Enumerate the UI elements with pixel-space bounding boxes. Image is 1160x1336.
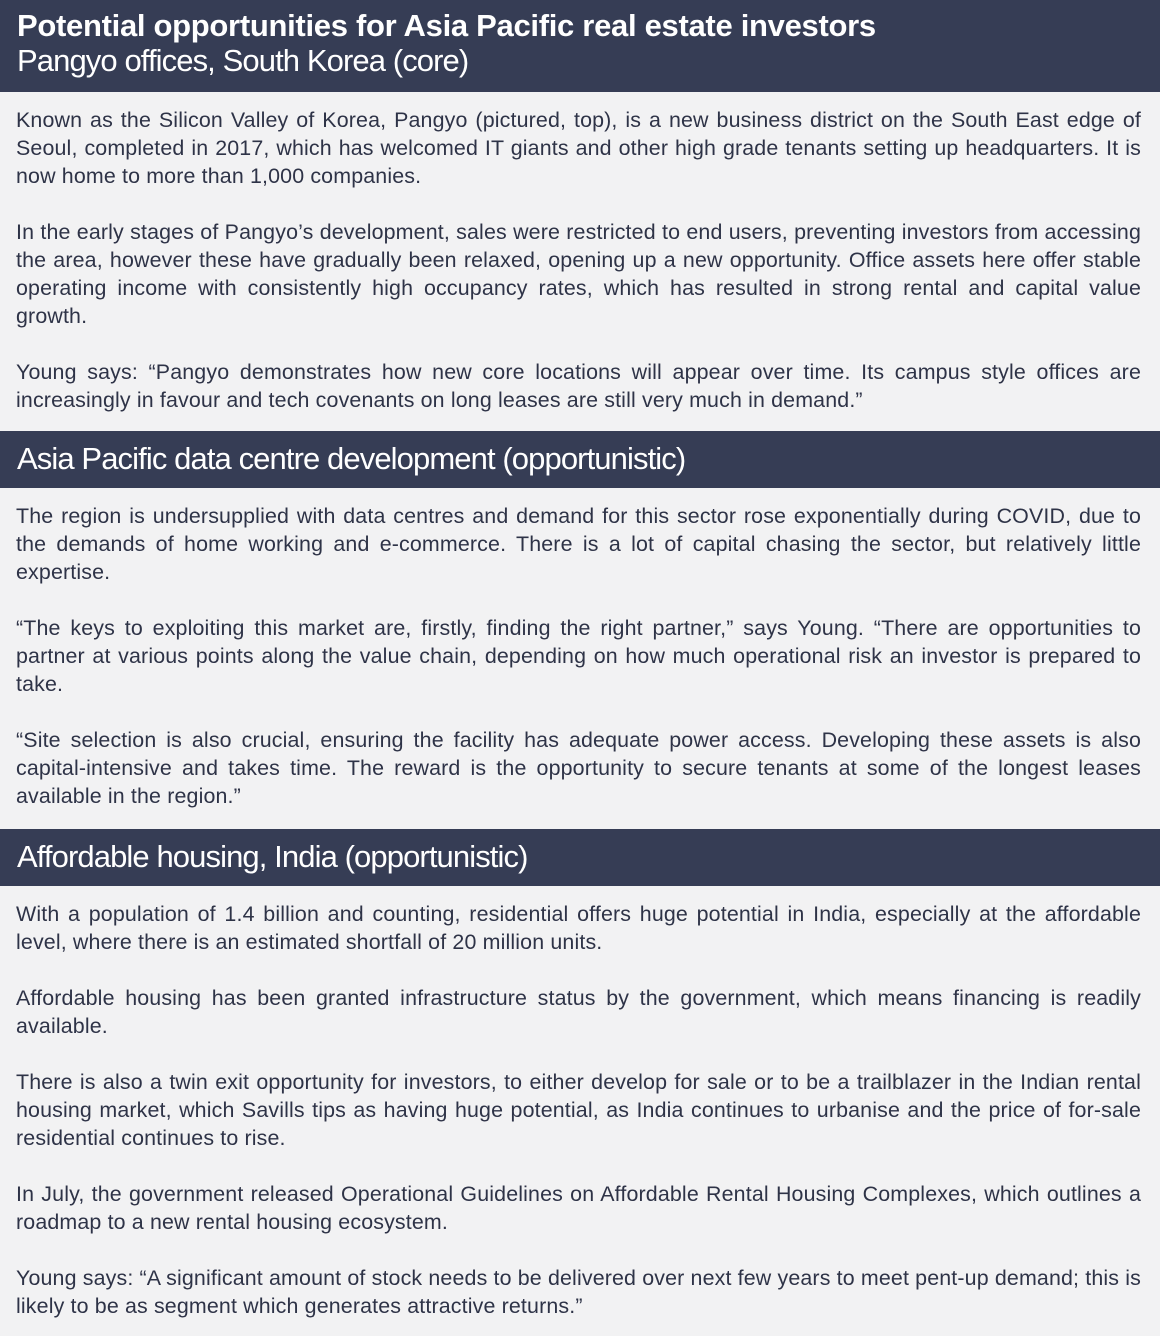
paragraph: Known as the Silicon Valley of Korea, Pangyo (pictured, top), is a new business district on the South East edge of Seoul, completed in 2017, which has welcomed IT giants and other high grade tenants setting up headquarters. It is now home to more than 1,000 companies. [16, 108, 1141, 188]
paragraph: “The keys to exploiting this market are, firstly, finding the right partner,” says Young. “There are opportunities to partner at various points along the value chain, depending on how much operational risk an investor is prepared to take. [16, 616, 1141, 696]
paragraph: In the early stages of Pangyo’s development, sales were restricted to end users, preventing investors from accessing the area, however these have gradually been relaxed, opening up a new opportunity. Office assets here offer stable operating income with consistently high occupancy rates, which has resulted in strong rental and capital value growth. [16, 220, 1141, 328]
section-title-data-centre: Asia Pacific data centre development (opportunistic) [17, 441, 686, 476]
section-band-affordable-housing [0, 829, 1160, 886]
paragraph: Affordable housing has been granted infrastructure status by the government, which means financing is readily available. [16, 986, 1141, 1038]
section-band-data-centre [0, 431, 1160, 488]
paragraph: With a population of 1.4 billion and counting, residential offers huge potential in India, especially at the affordable level, where there is an estimated shortfall of 20 million units. [16, 902, 1141, 954]
paragraph: In July, the government released Operational Guidelines on Affordable Rental Housing Complexes, which outlines a roadmap to a new rental housing ecosystem. [16, 1182, 1141, 1234]
page-title: Potential opportunities for Asia Pacific real estate investors [17, 8, 876, 43]
paragraph: Young says: “Pangyo demonstrates how new core locations will appear over time. Its campus style offices are increasingly in favour and tech covenants on long leases are still very much in demand.” [16, 360, 1141, 412]
paragraph: The region is undersupplied with data centres and demand for this sector rose exponentially during COVID, due to the demands of home working and e-commerce. There is a lot of capital chasing the sector, but relatively little expertise. [16, 504, 1141, 584]
section-body-data-centre [0, 488, 1160, 829]
paragraph: There is also a twin exit opportunity for investors, to either develop for sale or to be a trailblazer in the Indian rental housing market, which Savills tips as having huge potential, as India continues to urbanise and the price of for-sale residential continues to rise. [16, 1070, 1141, 1150]
section-title-pangyo: Pangyo offices, South Korea (core) [17, 43, 469, 78]
section-title-affordable-housing: Affordable housing, India (opportunistic) [17, 839, 528, 874]
section-body-pangyo [0, 92, 1160, 431]
title-band [0, 0, 1160, 92]
paragraph: Young says: “A significant amount of stock needs to be delivered over next few years to meet pent-up demand; this is likely to be as segment which generates attractive returns.” [16, 1266, 1141, 1318]
section-body-affordable-housing [0, 886, 1160, 1333]
paragraph: “Site selection is also crucial, ensuring the facility has adequate power access. Developing these assets is also capital-intensive and takes time. The reward is the opportunity to secure tenants at some of the longest leases available in the region.” [16, 728, 1141, 808]
